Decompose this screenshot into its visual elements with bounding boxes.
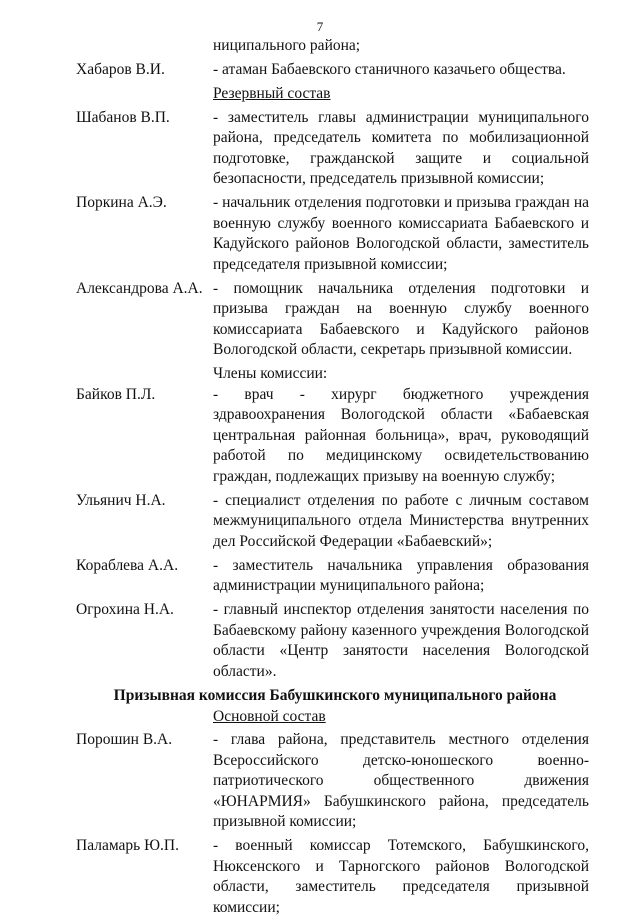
member-role: ниципального района; <box>213 37 361 54</box>
member-role: - заместитель начальника управления образования администрации муниципального района; <box>213 556 589 594</box>
member-role: - заместитель главы администрации муниципального района, председатель комитета по мобилизационной подготовке, гражданской защите и социальной безопасности, председатель призывной комиссии; <box>213 108 589 187</box>
member-name: Байков П.Л. <box>76 385 156 403</box>
member-role: - глава района, представитель местного отделения Всероссийского детско-юношеского военно-патриотического общественного движения «ЮНАРМИЯ» Бабушкинского района, председатель призывной комиссии; <box>213 731 589 830</box>
members-label: Члены комиссии: <box>213 365 328 382</box>
member-name: Паламарь Ю.П. <box>76 837 179 854</box>
member-name: Кораблева А.А. <box>76 556 179 574</box>
member-role: - специалист отделения по работе с личным составом межмуниципального отдела Министерства внутренних дел Российской Федерации «Бабаевский»; <box>213 491 589 550</box>
document-body <box>0 36 640 922</box>
section-subheading: Резервный состав <box>213 85 331 102</box>
member-entry <box>0 60 640 81</box>
member-entry <box>0 36 640 57</box>
member-name: Шабанов В.П. <box>76 108 170 126</box>
member-entry <box>0 730 640 833</box>
member-entry <box>0 491 640 553</box>
commission-heading: Призывная комиссия Бабушкинского муниципального района <box>113 687 557 704</box>
member-entry <box>0 600 640 682</box>
member-name: Поркина А.Э. <box>76 194 167 211</box>
member-name: Александрова А.А. <box>76 279 203 297</box>
member-entry <box>0 385 640 488</box>
member-entry <box>0 836 640 918</box>
member-entry <box>0 279 640 361</box>
member-role: - начальник отделения подготовки и призыва граждан на военную службу военного комиссариата Бабаевского и Кадуйского районов Вологодской области, заместитель председателя призывной комиссии; <box>213 194 589 273</box>
member-role: - атаман Бабаевского станичного казачьего общества. <box>213 61 566 78</box>
member-role: - главный инспектор отделения занятости населения по Бабаевскому району казенного учреждения Вологодской области «Центр занятости населения Вологодской области». <box>213 601 589 680</box>
member-name: Порошин В.А. <box>76 731 173 748</box>
member-name: Огрохина Н.А. <box>76 601 174 618</box>
member-name: Ульянич Н.А. <box>76 491 166 509</box>
member-role: - военный комиссар Тотемского, Бабушкинского, Нюксенского и Тарногского районов Вологодской области, заместитель председателя призывной комиссии; <box>213 837 589 916</box>
member-entry <box>0 193 640 275</box>
section-subheading: Основной состав <box>213 707 326 725</box>
member-role: - врач - хирург бюджетного учреждения здравоохранения Вологодской области «Бабаевская центральная районная больница», врач, руководящий работой по медицинскому освидетельствованию граждан, подлежащих призыву на военную службу; <box>213 385 589 485</box>
page-number: 7 <box>316 19 324 34</box>
member-name: Хабаров В.И. <box>76 61 165 78</box>
member-role: - помощник начальника отделения подготовки и призыва граждан на военную службу военного комиссариата Бабаевского и Кадуйского районов Вологодской области, секретарь призывной комиссии. <box>213 279 589 358</box>
member-entry <box>0 556 640 597</box>
member-entry <box>0 108 640 190</box>
